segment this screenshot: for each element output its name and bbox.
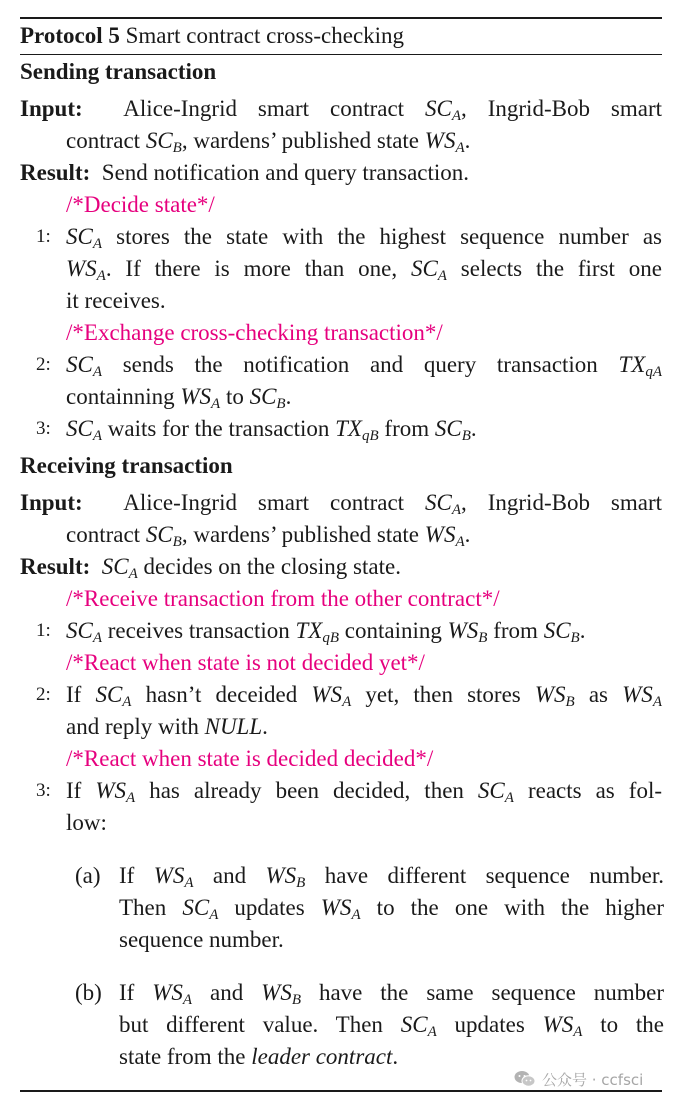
sending-step-1-line2: $WS_A$. If there is more than one, $SC_A$ selects the first one bbox=[66, 256, 662, 284]
top-rule bbox=[20, 17, 662, 19]
protocol-title: Smart contract cross-checking bbox=[125, 23, 405, 48]
receiving-input-line1: Input: Alice-Ingrid smart contract $SC_A$, Ingrid-Bob smart bbox=[20, 490, 662, 518]
receiving-step-3a-line2: Then $SC_A$ updates $WS_A$ to the one with the higher bbox=[119, 895, 664, 923]
comment-decide-state: /*Decide state*/ bbox=[66, 192, 215, 217]
caption-rule bbox=[20, 54, 662, 55]
receiving-input-label: Input: bbox=[20, 490, 83, 515]
receiving-step-3-line1: 3: If $WS_A$ has already been decided, then $SC_A$ reacts as fol- bbox=[66, 775, 662, 807]
sending-input-line1: Input: Alice-Ingrid smart contract $SC_A$, Ingrid-Bob smart bbox=[20, 96, 662, 124]
wechat-icon bbox=[514, 1070, 536, 1088]
sending-result-label: Result: bbox=[20, 160, 91, 185]
sending-step-2-line1: 2: $SC_A$ sends the notification and query transaction $TX_{qA}$ bbox=[66, 349, 662, 381]
step-number: 1: bbox=[36, 620, 51, 641]
step-number: 1: bbox=[36, 226, 51, 247]
step-number: 2: bbox=[36, 354, 51, 375]
sending-result-line bbox=[20, 157, 469, 189]
watermark bbox=[514, 1066, 643, 1092]
receiving-step-3b-line1: (b) If $WS_A$ and $WS_B$ have the same sequence number bbox=[119, 977, 664, 1009]
receiving-result-line: Result: $SC_A$ decides on the closing state. bbox=[20, 554, 401, 582]
sub-label: (a) bbox=[75, 863, 101, 888]
receiving-step-3b-line3: state from the leader contract. bbox=[119, 1044, 399, 1069]
watermark-text: 公众号 · ccfsci bbox=[542, 1070, 644, 1089]
receiving-step-2-line1: 2: If $SC_A$ hasn’t deceided $WS_A$ yet, then stores $WS_B$ as $WS_A$ bbox=[66, 679, 662, 711]
sending-input-line2: contract $SC_B$, wardens’ published state $WS_A$. bbox=[66, 128, 471, 156]
comment-receive-transaction: /*Receive transaction from the other contract*/ bbox=[66, 586, 500, 611]
receiving-step-3-line2: low: bbox=[66, 810, 107, 835]
receiving-step-1: 1: $SC_A$ receives transaction $TX_{qB}$ containing $WS_B$ from $SC_B$. bbox=[66, 615, 585, 647]
step-number: 3: bbox=[36, 418, 51, 439]
sending-result-text: Send notification and query transaction. bbox=[101, 160, 470, 185]
step-number: 2: bbox=[36, 684, 51, 705]
receiving-result-label: Result: bbox=[20, 554, 91, 579]
sending-step-1-line1: 1: $SC_A$ stores the state with the highest sequence number as bbox=[66, 221, 662, 253]
sending-step-3: 3: $SC_A$ waits for the transaction $TX_{qB}$ from $SC_B$. bbox=[66, 413, 477, 445]
protocol-caption bbox=[20, 20, 404, 52]
receiving-step-3b-line2: but different value. Then $SC_A$ updates $WS_A$ to the bbox=[119, 1012, 664, 1040]
receiving-input-line2: contract $SC_B$, wardens’ published state $WS_A$. bbox=[66, 522, 471, 550]
step-number: 3: bbox=[36, 780, 51, 801]
section-heading-sending: Sending transaction bbox=[20, 59, 217, 84]
sending-step-2-line2: containning $WS_A$ to $SC_B$. bbox=[66, 384, 292, 412]
comment-exchange-transaction: /*Exchange cross-checking transaction*/ bbox=[66, 320, 443, 345]
protocol-label: Protocol 5 bbox=[20, 23, 120, 48]
sending-step-1-line3: it receives. bbox=[66, 288, 166, 313]
sending-input-label: Input: bbox=[20, 96, 83, 121]
comment-decided: /*React when state is decided decided*/ bbox=[66, 746, 434, 771]
receiving-step-3a-line1: (a) If $WS_A$ and $WS_B$ have different sequence number. bbox=[119, 860, 664, 892]
comment-not-decided: /*React when state is not decided yet*/ bbox=[66, 650, 425, 675]
sub-label: (b) bbox=[75, 980, 102, 1005]
section-heading-receiving: Receiving transaction bbox=[20, 453, 233, 478]
receiving-step-3a-line3: sequence number. bbox=[119, 927, 284, 952]
receiving-step-2-line2: and reply with NULL. bbox=[66, 714, 268, 739]
